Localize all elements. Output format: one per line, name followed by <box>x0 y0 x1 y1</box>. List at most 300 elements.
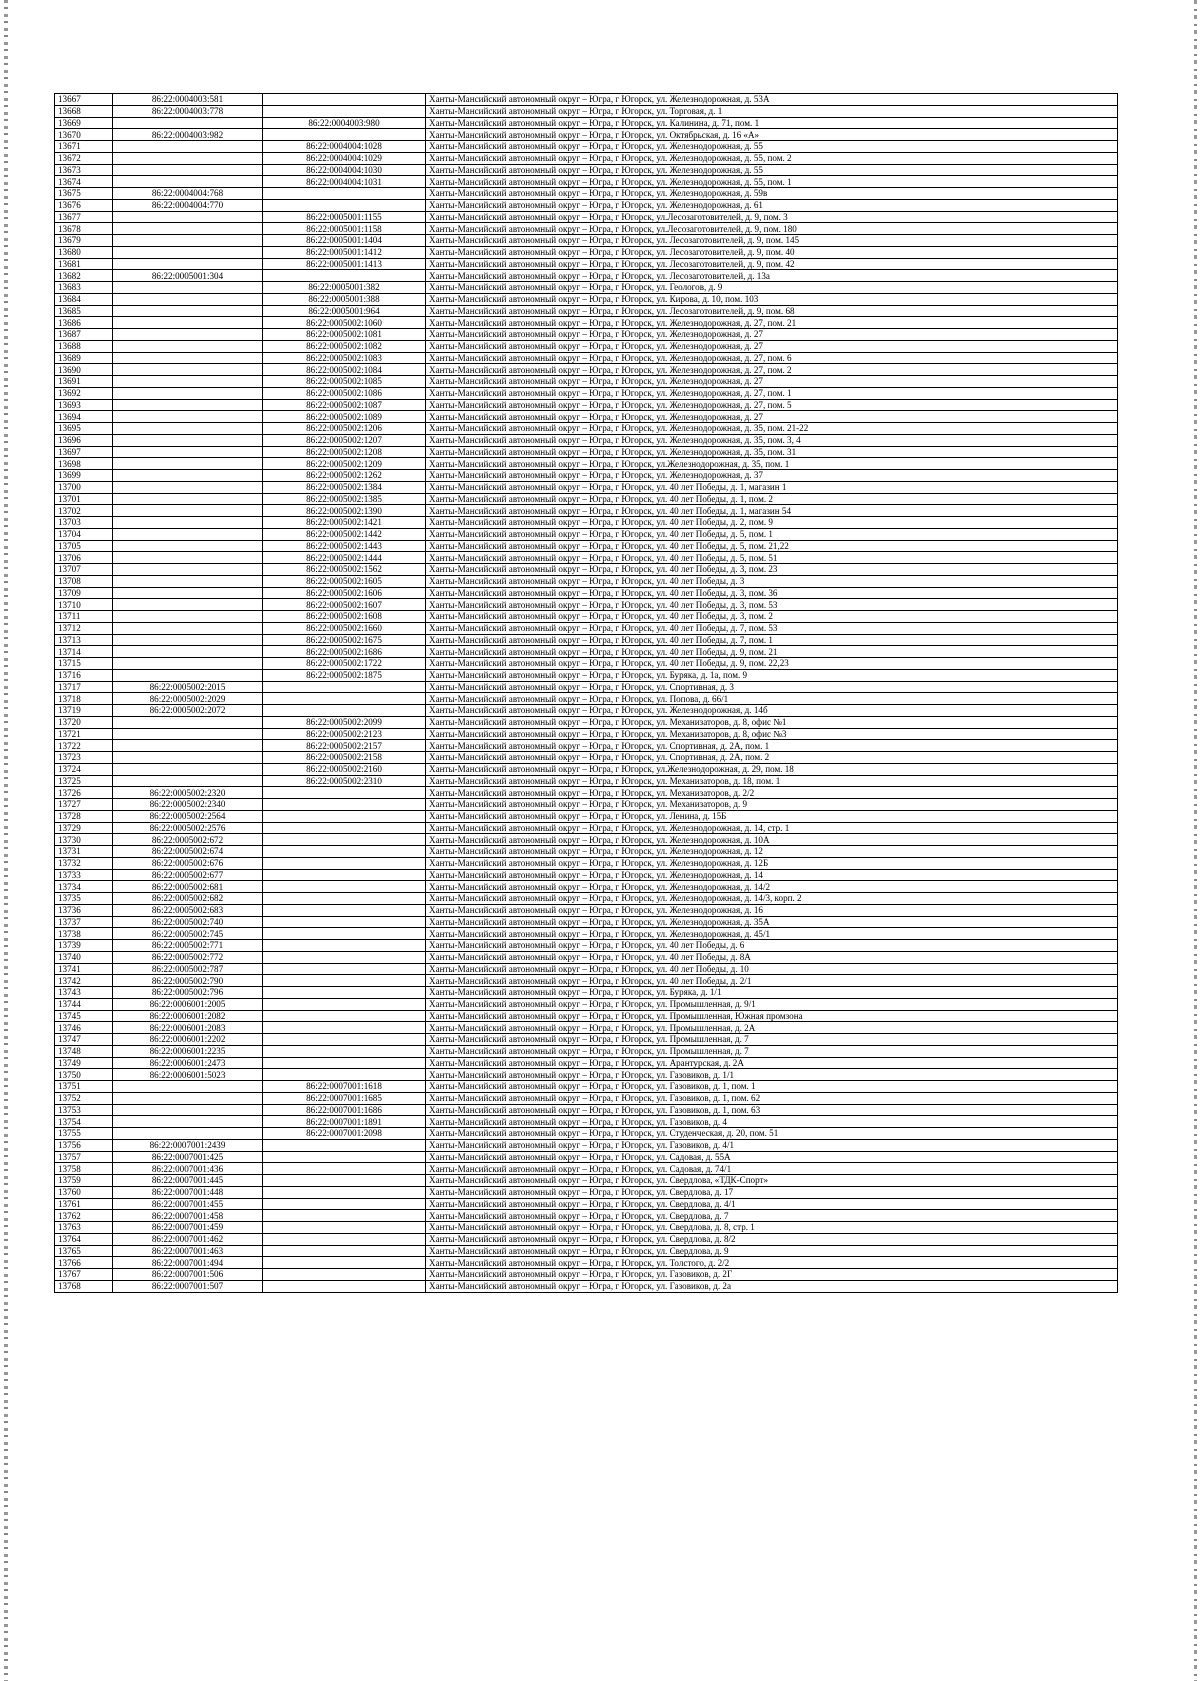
address-cell: Ханты-Мансийский автономный округ – Югра, г Югорск, ул. 40 лет Победы, д. 2/1 <box>426 975 1118 987</box>
row-number-cell: 13670 <box>55 129 113 141</box>
table-row <box>55 481 1118 493</box>
premises-cadastral-number-cell: 86:22:0005002:1608 <box>263 611 426 623</box>
table-row <box>55 528 1118 540</box>
premises-cadastral-number-cell: 86:22:0005001:1413 <box>263 258 426 270</box>
row-number-cell: 13717 <box>55 681 113 693</box>
row-number-cell: 13680 <box>55 246 113 258</box>
premises-cadastral-number-cell: 86:22:0005002:1081 <box>263 329 426 341</box>
address-cell: Ханты-Мансийский автономный округ – Югра, г Югорск, ул. Железнодорожная, д. 27, пом. 5 <box>426 399 1118 411</box>
row-number-cell: 13747 <box>55 1034 113 1046</box>
table-row <box>55 1057 1118 1069</box>
premises-cadastral-number-cell: 86:22:0005002:1385 <box>263 493 426 505</box>
row-number-cell: 13686 <box>55 317 113 329</box>
row-number-cell: 13673 <box>55 164 113 176</box>
land-cadastral-number-cell <box>113 622 263 634</box>
row-number-cell: 13753 <box>55 1104 113 1116</box>
premises-cadastral-number-cell <box>263 1045 426 1057</box>
row-number-cell: 13721 <box>55 728 113 740</box>
premises-cadastral-number-cell: 86:22:0005002:1087 <box>263 399 426 411</box>
land-cadastral-number-cell: 86:22:0005002:677 <box>113 869 263 881</box>
row-number-cell: 13672 <box>55 152 113 164</box>
address-cell: Ханты-Мансийский автономный округ – Югра, г Югорск, ул. Железнодорожная, д. 35, пом. 21-22 <box>426 423 1118 435</box>
land-cadastral-number-cell <box>113 293 263 305</box>
table-row <box>55 975 1118 987</box>
land-cadastral-number-cell: 86:22:0005002:2564 <box>113 810 263 822</box>
row-number-cell: 13713 <box>55 634 113 646</box>
row-number-cell: 13679 <box>55 235 113 247</box>
row-number-cell: 13735 <box>55 893 113 905</box>
land-cadastral-number-cell <box>113 517 263 529</box>
table-row <box>55 857 1118 869</box>
row-number-cell: 13705 <box>55 540 113 552</box>
premises-cadastral-number-cell <box>263 693 426 705</box>
address-cell: Ханты-Мансийский автономный округ – Югра, г Югорск, ул. Железнодорожная, д. 14/2 <box>426 881 1118 893</box>
table-row <box>55 846 1118 858</box>
table-row <box>55 1022 1118 1034</box>
land-cadastral-number-cell: 86:22:0007001:494 <box>113 1257 263 1269</box>
row-number-cell: 13737 <box>55 916 113 928</box>
row-number-cell: 13751 <box>55 1081 113 1093</box>
table-row <box>55 434 1118 446</box>
premises-cadastral-number-cell <box>263 810 426 822</box>
land-cadastral-number-cell: 86:22:0005002:787 <box>113 963 263 975</box>
address-cell: Ханты-Мансийский автономный округ – Югра, г Югорск, ул. Спортивная, д. 3 <box>426 681 1118 693</box>
premises-cadastral-number-cell <box>263 105 426 117</box>
land-cadastral-number-cell: 86:22:0005002:740 <box>113 916 263 928</box>
row-number-cell: 13692 <box>55 387 113 399</box>
land-cadastral-number-cell: 86:22:0005002:2015 <box>113 681 263 693</box>
land-cadastral-number-cell <box>113 446 263 458</box>
premises-cadastral-number-cell: 86:22:0005002:1206 <box>263 423 426 435</box>
row-number-cell: 13675 <box>55 188 113 200</box>
table-row <box>55 1116 1118 1128</box>
table-row <box>55 728 1118 740</box>
land-cadastral-number-cell <box>113 646 263 658</box>
address-cell: Ханты-Мансийский автономный округ – Югра, г Югорск, ул. Железнодорожная, д. 12Б <box>426 857 1118 869</box>
premises-cadastral-number-cell <box>263 916 426 928</box>
premises-cadastral-number-cell: 86:22:0007001:1618 <box>263 1081 426 1093</box>
address-cell: Ханты-Мансийский автономный округ – Югра, г Югорск, ул. Железнодорожная, д. 27, пом. 21 <box>426 317 1118 329</box>
row-number-cell: 13749 <box>55 1057 113 1069</box>
table-row <box>55 387 1118 399</box>
premises-cadastral-number-cell <box>263 834 426 846</box>
land-cadastral-number-cell <box>113 752 263 764</box>
row-number-cell: 13682 <box>55 270 113 282</box>
table-row <box>55 940 1118 952</box>
land-cadastral-number-cell <box>113 634 263 646</box>
row-number-cell: 13740 <box>55 951 113 963</box>
table-row <box>55 951 1118 963</box>
land-cadastral-number-cell: 86:22:0007001:507 <box>113 1280 263 1292</box>
table-row <box>55 270 1118 282</box>
land-cadastral-number-cell <box>113 470 263 482</box>
table-row <box>55 869 1118 881</box>
premises-cadastral-number-cell <box>263 881 426 893</box>
premises-cadastral-number-cell: 86:22:0007001:1685 <box>263 1092 426 1104</box>
row-number-cell: 13720 <box>55 716 113 728</box>
table-row <box>55 235 1118 247</box>
row-number-cell: 13694 <box>55 411 113 423</box>
table-row <box>55 399 1118 411</box>
premises-cadastral-number-cell: 86:22:0005002:1089 <box>263 411 426 423</box>
table-row <box>55 1245 1118 1257</box>
table-row <box>55 1280 1118 1292</box>
land-cadastral-number-cell <box>113 340 263 352</box>
premises-cadastral-number-cell <box>263 1186 426 1198</box>
address-cell: Ханты-Мансийский автономный округ – Югра, г Югорск, ул. Толстого, д. 2/2 <box>426 1257 1118 1269</box>
premises-cadastral-number-cell: 86:22:0007001:1686 <box>263 1104 426 1116</box>
address-cell: Ханты-Мансийский автономный округ – Югра, г Югорск, ул. Железнодорожная, д. 55 <box>426 141 1118 153</box>
address-cell: Ханты-Мансийский автономный округ – Югра, г Югорск, ул. Железнодорожная, д. 27 <box>426 340 1118 352</box>
table-row <box>55 1128 1118 1140</box>
address-cell: Ханты-Мансийский автономный округ – Югра, г Югорск, ул. Буряка, д. 1а, пом. 9 <box>426 669 1118 681</box>
row-number-cell: 13754 <box>55 1116 113 1128</box>
row-number-cell: 13704 <box>55 528 113 540</box>
address-cell: Ханты-Мансийский автономный округ – Югра, г Югорск, ул. Механизаторов, д. 8, офис №3 <box>426 728 1118 740</box>
table-row <box>55 611 1118 623</box>
address-cell: Ханты-Мансийский автономный округ – Югра, г Югорск, ул. 40 лет Победы, д. 3, пом. 23 <box>426 564 1118 576</box>
premises-cadastral-number-cell <box>263 1010 426 1022</box>
row-number-cell: 13710 <box>55 599 113 611</box>
land-cadastral-number-cell <box>113 587 263 599</box>
address-cell: Ханты-Мансийский автономный округ – Югра, г Югорск, ул. 40 лет Победы, д. 10 <box>426 963 1118 975</box>
property-registry-table <box>54 93 1118 1293</box>
premises-cadastral-number-cell <box>263 1269 426 1281</box>
address-cell: Ханты-Мансийский автономный округ – Югра, г Югорск, ул. Свердлова, д. 8/2 <box>426 1233 1118 1245</box>
address-cell: Ханты-Мансийский автономный округ – Югра, г Югорск, ул. Железнодорожная, д. 14б <box>426 705 1118 717</box>
row-number-cell: 13762 <box>55 1210 113 1222</box>
address-cell: Ханты-Мансийский автономный округ – Югра, г Югорск, ул. 40 лет Победы, д. 1, магазин 1 <box>426 481 1118 493</box>
premises-cadastral-number-cell <box>263 188 426 200</box>
address-cell: Ханты-Мансийский автономный округ – Югра, г Югорск, ул. Механизаторов, д. 9 <box>426 799 1118 811</box>
table-row <box>55 658 1118 670</box>
premises-cadastral-number-cell <box>263 1233 426 1245</box>
row-number-cell: 13724 <box>55 763 113 775</box>
land-cadastral-number-cell <box>113 1092 263 1104</box>
premises-cadastral-number-cell <box>263 1069 426 1081</box>
premises-cadastral-number-cell: 86:22:0005002:1606 <box>263 587 426 599</box>
land-cadastral-number-cell <box>113 352 263 364</box>
address-cell: Ханты-Мансийский автономный округ – Югра, г Югорск, ул. 40 лет Победы, д. 9, пом. 22,23 <box>426 658 1118 670</box>
row-number-cell: 13727 <box>55 799 113 811</box>
row-number-cell: 13693 <box>55 399 113 411</box>
land-cadastral-number-cell: 86:22:0005002:681 <box>113 881 263 893</box>
table-row <box>55 188 1118 200</box>
row-number-cell: 13681 <box>55 258 113 270</box>
premises-cadastral-number-cell <box>263 940 426 952</box>
land-cadastral-number-cell <box>113 493 263 505</box>
table-row <box>55 94 1118 106</box>
table-row <box>55 928 1118 940</box>
table-row <box>55 1222 1118 1234</box>
premises-cadastral-number-cell <box>263 1022 426 1034</box>
address-cell: Ханты-Мансийский автономный округ – Югра, г Югорск, ул. Октябрьская, д. 16 «А» <box>426 129 1118 141</box>
land-cadastral-number-cell <box>113 246 263 258</box>
premises-cadastral-number-cell <box>263 1257 426 1269</box>
table-row <box>55 1139 1118 1151</box>
table-row <box>55 105 1118 117</box>
address-cell: Ханты-Мансийский автономный округ – Югра, г Югорск, ул. 40 лет Победы, д. 3, пом. 2 <box>426 611 1118 623</box>
land-cadastral-number-cell <box>113 411 263 423</box>
table-row <box>55 129 1118 141</box>
land-cadastral-number-cell <box>113 740 263 752</box>
row-number-cell: 13758 <box>55 1163 113 1175</box>
premises-cadastral-number-cell: 86:22:0005002:1421 <box>263 517 426 529</box>
premises-cadastral-number-cell: 86:22:0005002:1083 <box>263 352 426 364</box>
land-cadastral-number-cell: 86:22:0007001:458 <box>113 1210 263 1222</box>
table-row <box>55 141 1118 153</box>
table-row <box>55 376 1118 388</box>
row-number-cell: 13699 <box>55 470 113 482</box>
land-cadastral-number-cell: 86:22:0005002:2576 <box>113 822 263 834</box>
land-cadastral-number-cell <box>113 528 263 540</box>
row-number-cell: 13689 <box>55 352 113 364</box>
land-cadastral-number-cell <box>113 505 263 517</box>
premises-cadastral-number-cell: 86:22:0005002:1086 <box>263 387 426 399</box>
address-cell: Ханты-Мансийский автономный округ – Югра, г Югорск, ул. Газовиков, д. 1, пом. 1 <box>426 1081 1118 1093</box>
land-cadastral-number-cell: 86:22:0006001:2005 <box>113 998 263 1010</box>
address-cell: Ханты-Мансийский автономный округ – Югра, г Югорск, ул. Промышленная, д. 7 <box>426 1034 1118 1046</box>
premises-cadastral-number-cell <box>263 963 426 975</box>
table-row <box>55 446 1118 458</box>
table-row <box>55 1045 1118 1057</box>
row-number-cell: 13712 <box>55 622 113 634</box>
table-row <box>55 881 1118 893</box>
address-cell: Ханты-Мансийский автономный округ – Югра, г Югорск, ул. Железнодорожная, д. 10А <box>426 834 1118 846</box>
address-cell: Ханты-Мансийский автономный округ – Югра, г Югорск, ул. Садовая, д. 74/1 <box>426 1163 1118 1175</box>
row-number-cell: 13741 <box>55 963 113 975</box>
premises-cadastral-number-cell: 86:22:0005001:1155 <box>263 211 426 223</box>
scan-edge-left <box>4 0 8 1681</box>
land-cadastral-number-cell: 86:22:0004004:768 <box>113 188 263 200</box>
premises-cadastral-number-cell: 86:22:0005002:1085 <box>263 376 426 388</box>
address-cell: Ханты-Мансийский автономный округ – Югра, г Югорск, ул. Лесозаготовителей, д. 13а <box>426 270 1118 282</box>
premises-cadastral-number-cell: 86:22:0005002:1444 <box>263 552 426 564</box>
address-cell: Ханты-Мансийский автономный округ – Югра, г Югорск, ул. Железнодорожная, д. 59в <box>426 188 1118 200</box>
address-cell: Ханты-Мансийский автономный округ – Югра, г Югорск, ул. Железнодорожная, д. 27 <box>426 376 1118 388</box>
table-row <box>55 329 1118 341</box>
table-row <box>55 763 1118 775</box>
table-row <box>55 799 1118 811</box>
address-cell: Ханты-Мансийский автономный округ – Югра, г Югорск, ул. Железнодорожная, д. 27, пом. 6 <box>426 352 1118 364</box>
premises-cadastral-number-cell: 86:22:0005002:1605 <box>263 575 426 587</box>
row-number-cell: 13685 <box>55 305 113 317</box>
land-cadastral-number-cell <box>113 376 263 388</box>
land-cadastral-number-cell: 86:22:0006001:2235 <box>113 1045 263 1057</box>
table-row <box>55 199 1118 211</box>
land-cadastral-number-cell <box>113 117 263 129</box>
row-number-cell: 13714 <box>55 646 113 658</box>
premises-cadastral-number-cell <box>263 705 426 717</box>
table-row <box>55 246 1118 258</box>
table-row <box>55 423 1118 435</box>
row-number-cell: 13719 <box>55 705 113 717</box>
table-row <box>55 117 1118 129</box>
land-cadastral-number-cell: 86:22:0005002:682 <box>113 893 263 905</box>
land-cadastral-number-cell <box>113 658 263 670</box>
premises-cadastral-number-cell: 86:22:0005002:1686 <box>263 646 426 658</box>
address-cell: Ханты-Мансийский автономный округ – Югра, г Югорск, ул. 40 лет Победы, д. 5, пом. 51 <box>426 552 1118 564</box>
land-cadastral-number-cell <box>113 164 263 176</box>
premises-cadastral-number-cell: 86:22:0005002:1390 <box>263 505 426 517</box>
table-row <box>55 340 1118 352</box>
land-cadastral-number-cell <box>113 305 263 317</box>
table-row <box>55 916 1118 928</box>
address-cell: Ханты-Мансийский автономный округ – Югра, г Югорск, ул. 40 лет Победы, д. 9, пом. 21 <box>426 646 1118 658</box>
land-cadastral-number-cell <box>113 775 263 787</box>
land-cadastral-number-cell: 86:22:0007001:455 <box>113 1198 263 1210</box>
land-cadastral-number-cell: 86:22:0007001:425 <box>113 1151 263 1163</box>
row-number-cell: 13718 <box>55 693 113 705</box>
address-cell: Ханты-Мансийский автономный округ – Югра, г Югорск, ул. Железнодорожная, д. 14, стр. 1 <box>426 822 1118 834</box>
row-number-cell: 13676 <box>55 199 113 211</box>
address-cell: Ханты-Мансийский автономный округ – Югра, г Югорск, ул.Лесозаготовителей, д. 9, пом. 180 <box>426 223 1118 235</box>
premises-cadastral-number-cell: 86:22:0005002:1060 <box>263 317 426 329</box>
row-number-cell: 13744 <box>55 998 113 1010</box>
address-cell: Ханты-Мансийский автономный округ – Югра, г Югорск, ул. Железнодорожная, д. 35, пом. 3, 4 <box>426 434 1118 446</box>
address-cell: Ханты-Мансийский автономный округ – Югра, г Югорск, ул. Железнодорожная, д. 16 <box>426 904 1118 916</box>
premises-cadastral-number-cell <box>263 1151 426 1163</box>
row-number-cell: 13755 <box>55 1128 113 1140</box>
premises-cadastral-number-cell: 86:22:0005002:1208 <box>263 446 426 458</box>
premises-cadastral-number-cell <box>263 975 426 987</box>
row-number-cell: 13678 <box>55 223 113 235</box>
row-number-cell: 13690 <box>55 364 113 376</box>
address-cell: Ханты-Мансийский автономный округ – Югра, г Югорск, ул. Газовиков, д. 1, пом. 62 <box>426 1092 1118 1104</box>
table-row <box>55 1186 1118 1198</box>
premises-cadastral-number-cell: 86:22:0005001:388 <box>263 293 426 305</box>
table-row <box>55 705 1118 717</box>
premises-cadastral-number-cell <box>263 270 426 282</box>
address-cell: Ханты-Мансийский автономный округ – Югра, г Югорск, ул. Промышленная, д. 7 <box>426 1045 1118 1057</box>
row-number-cell: 13711 <box>55 611 113 623</box>
row-number-cell: 13677 <box>55 211 113 223</box>
land-cadastral-number-cell <box>113 141 263 153</box>
premises-cadastral-number-cell: 86:22:0005002:1562 <box>263 564 426 576</box>
table-row <box>55 904 1118 916</box>
premises-cadastral-number-cell <box>263 1222 426 1234</box>
table-row <box>55 599 1118 611</box>
address-cell: Ханты-Мансийский автономный округ – Югра, г Югорск, ул. Железнодорожная, д. 27, пом. 1 <box>426 387 1118 399</box>
land-cadastral-number-cell: 86:22:0005002:771 <box>113 940 263 952</box>
land-cadastral-number-cell <box>113 399 263 411</box>
premises-cadastral-number-cell: 86:22:0007001:2098 <box>263 1128 426 1140</box>
row-number-cell: 13726 <box>55 787 113 799</box>
premises-cadastral-number-cell: 86:22:0005002:1082 <box>263 340 426 352</box>
land-cadastral-number-cell <box>113 716 263 728</box>
table-row <box>55 317 1118 329</box>
land-cadastral-number-cell <box>113 458 263 470</box>
land-cadastral-number-cell <box>113 211 263 223</box>
table-row <box>55 258 1118 270</box>
premises-cadastral-number-cell: 86:22:0005002:1443 <box>263 540 426 552</box>
address-cell: Ханты-Мансийский автономный округ – Югра, г Югорск, ул. Железнодорожная, д. 53А <box>426 94 1118 106</box>
address-cell: Ханты-Мансийский автономный округ – Югра, г Югорск, ул. Свердлова, д. 9 <box>426 1245 1118 1257</box>
address-cell: Ханты-Мансийский автономный округ – Югра, г Югорск, ул. Железнодорожная, д. 27, пом. 2 <box>426 364 1118 376</box>
table-row <box>55 775 1118 787</box>
premises-cadastral-number-cell <box>263 987 426 999</box>
address-cell: Ханты-Мансийский автономный округ – Югра, г Югорск, ул. Спортивная, д. 2А, пом. 2 <box>426 752 1118 764</box>
row-number-cell: 13703 <box>55 517 113 529</box>
address-cell: Ханты-Мансийский автономный округ – Югра, г Югорск, ул. 40 лет Победы, д. 7, пом. 1 <box>426 634 1118 646</box>
premises-cadastral-number-cell: 86:22:0004004:1029 <box>263 152 426 164</box>
land-cadastral-number-cell: 86:22:0005002:772 <box>113 951 263 963</box>
table-row <box>55 669 1118 681</box>
premises-cadastral-number-cell <box>263 94 426 106</box>
premises-cadastral-number-cell <box>263 904 426 916</box>
row-number-cell: 13695 <box>55 423 113 435</box>
premises-cadastral-number-cell: 86:22:0005002:1722 <box>263 658 426 670</box>
land-cadastral-number-cell: 86:22:0004003:581 <box>113 94 263 106</box>
table-row <box>55 211 1118 223</box>
premises-cadastral-number-cell <box>263 857 426 869</box>
address-cell: Ханты-Мансийский автономный округ – Югра, г Югорск, ул. Свердлова, д. 4/1 <box>426 1198 1118 1210</box>
row-number-cell: 13748 <box>55 1045 113 1057</box>
row-number-cell: 13756 <box>55 1139 113 1151</box>
premises-cadastral-number-cell: 86:22:0005002:2160 <box>263 763 426 775</box>
land-cadastral-number-cell <box>113 434 263 446</box>
premises-cadastral-number-cell <box>263 129 426 141</box>
premises-cadastral-number-cell <box>263 199 426 211</box>
address-cell: Ханты-Мансийский автономный округ – Югра, г Югорск, ул. Промышленная, Южная промзона <box>426 1010 1118 1022</box>
address-cell: Ханты-Мансийский автономный округ – Югра, г Югорск, ул.Лесозаготовителей, д. 9, пом. 3 <box>426 211 1118 223</box>
address-cell: Ханты-Мансийский автономный округ – Югра, г Югорск, ул. Свердлова, «ТДК-Спорт» <box>426 1175 1118 1187</box>
premises-cadastral-number-cell: 86:22:0004004:1028 <box>263 141 426 153</box>
address-cell: Ханты-Мансийский автономный округ – Югра, г Югорск, ул. 40 лет Победы, д. 3 <box>426 575 1118 587</box>
row-number-cell: 13731 <box>55 846 113 858</box>
table-row <box>55 1269 1118 1281</box>
row-number-cell: 13698 <box>55 458 113 470</box>
row-number-cell: 13725 <box>55 775 113 787</box>
land-cadastral-number-cell <box>113 1104 263 1116</box>
address-cell: Ханты-Мансийский автономный округ – Югра, г Югорск, ул. Буряка, д. 1/1 <box>426 987 1118 999</box>
land-cadastral-number-cell <box>113 364 263 376</box>
premises-cadastral-number-cell <box>263 1198 426 1210</box>
land-cadastral-number-cell: 86:22:0005002:676 <box>113 857 263 869</box>
table-row <box>55 1092 1118 1104</box>
address-cell: Ханты-Мансийский автономный округ – Югра, г Югорск, ул. Железнодорожная, д. 55 <box>426 164 1118 176</box>
row-number-cell: 13700 <box>55 481 113 493</box>
land-cadastral-number-cell: 86:22:0006001:2082 <box>113 1010 263 1022</box>
premises-cadastral-number-cell <box>263 893 426 905</box>
table-row <box>55 352 1118 364</box>
table-row <box>55 1104 1118 1116</box>
address-cell: Ханты-Мансийский автономный округ – Югра, г Югорск, ул. 40 лет Победы, д. 5, пом. 21,22 <box>426 540 1118 552</box>
row-number-cell: 13671 <box>55 141 113 153</box>
premises-cadastral-number-cell <box>263 799 426 811</box>
address-cell: Ханты-Мансийский автономный округ – Югра, г Югорск, ул. 40 лет Победы, д. 7, пом. 53 <box>426 622 1118 634</box>
row-number-cell: 13732 <box>55 857 113 869</box>
premises-cadastral-number-cell: 86:22:0005001:964 <box>263 305 426 317</box>
table-row <box>55 364 1118 376</box>
address-cell: Ханты-Мансийский автономный округ – Югра, г Югорск, ул. 40 лет Победы, д. 1, пом. 2 <box>426 493 1118 505</box>
address-cell: Ханты-Мансийский автономный округ – Югра, г Югорск, ул. Механизаторов, д. 18, пом. 1 <box>426 775 1118 787</box>
land-cadastral-number-cell <box>113 258 263 270</box>
address-cell: Ханты-Мансийский автономный округ – Югра, г Югорск, ул. Геологов, д. 9 <box>426 282 1118 294</box>
land-cadastral-number-cell: 86:22:0006001:2202 <box>113 1034 263 1046</box>
address-cell: Ханты-Мансийский автономный округ – Югра, г Югорск, ул. Железнодорожная, д. 27 <box>426 329 1118 341</box>
table-row <box>55 587 1118 599</box>
address-cell: Ханты-Мансийский автономный округ – Югра, г Югорск, ул. Свердлова, д. 7 <box>426 1210 1118 1222</box>
table-row <box>55 810 1118 822</box>
land-cadastral-number-cell <box>113 564 263 576</box>
registry-table-body <box>55 94 1118 1293</box>
table-row <box>55 1069 1118 1081</box>
table-row <box>55 622 1118 634</box>
land-cadastral-number-cell <box>113 152 263 164</box>
row-number-cell: 13757 <box>55 1151 113 1163</box>
address-cell: Ханты-Мансийский автономный округ – Югра, г Югорск, ул. Свердлова, д. 17 <box>426 1186 1118 1198</box>
